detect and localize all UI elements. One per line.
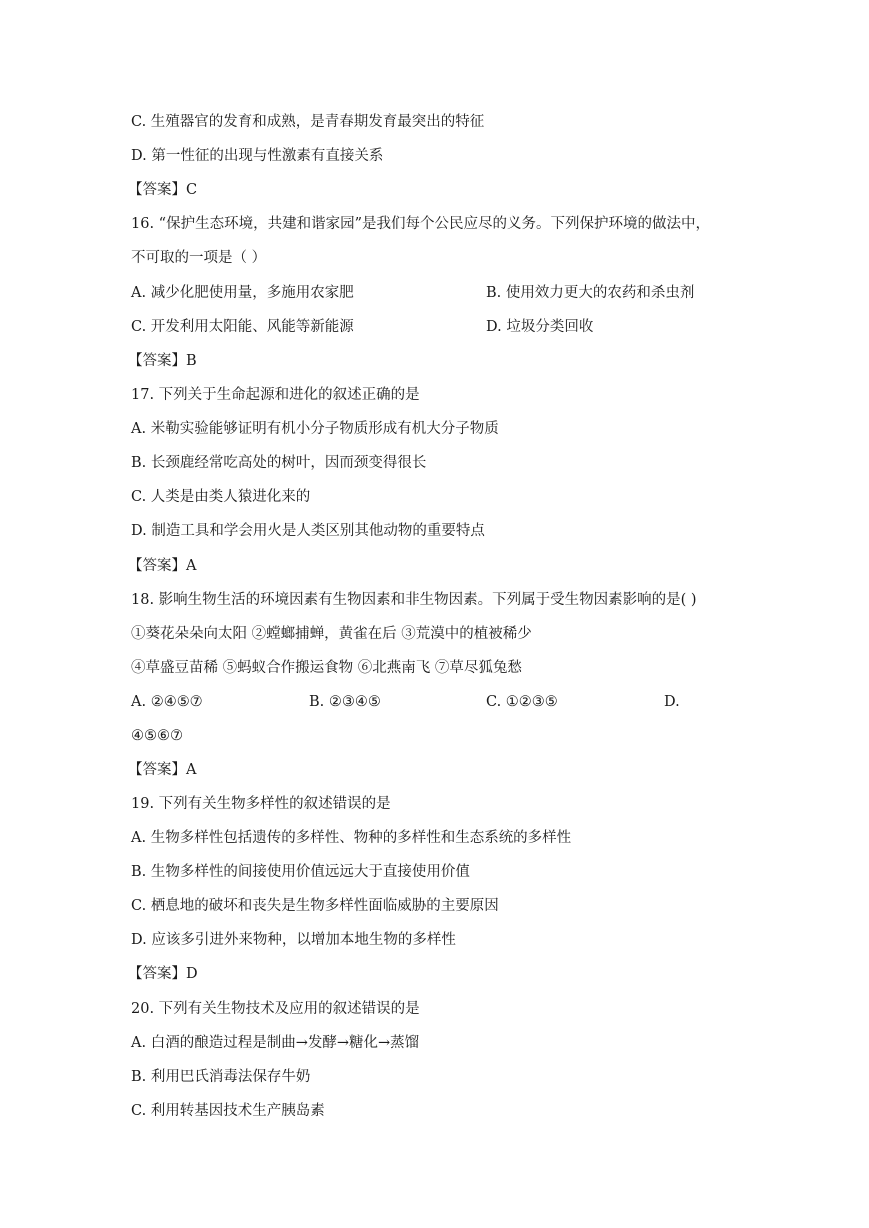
- q16-option-a: A. 减少化肥使用量，多施用农家肥: [131, 285, 354, 301]
- q16-option-d: D. 垃圾分类回收: [486, 319, 594, 335]
- q18-stem: 18. 影响生物生活的环境因素有生物因素和非生物因素。下列属于受生物因素影响的是( ): [131, 592, 697, 608]
- q17-option-c: C. 人类是由类人猿进化来的: [131, 489, 311, 505]
- q17-option-a: A. 米勒实验能够证明有机小分子物质形成有机大分子物质: [131, 421, 499, 437]
- q20-stem: 20. 下列有关生物技术及应用的叙述错误的是: [131, 1001, 420, 1017]
- q18-option-c: C. ①②③⑤: [486, 694, 558, 710]
- q18-option-a: A. ②④⑤⑦: [131, 694, 203, 710]
- q20-option-c: C. 利用转基因技术生产胰岛素: [131, 1103, 325, 1119]
- q19-answer: 【答案】D: [128, 966, 198, 982]
- q15-answer: 【答案】C: [128, 182, 198, 198]
- q18-option-d-value: ④⑤⑥⑦: [131, 728, 183, 744]
- q15-option-c: C. 生殖器官的发育和成熟，是青春期发育最突出的特征: [131, 114, 485, 130]
- q19-option-c: C. 栖息地的破坏和丧失是生物多样性面临威胁的主要原因: [131, 898, 499, 914]
- q18-option-b: B. ②③④⑤: [309, 694, 381, 710]
- q16-option-c: C. 开发利用太阳能、风能等新能源: [131, 319, 354, 335]
- q16-answer: 【答案】B: [128, 353, 197, 369]
- q18-option-d-label: D.: [664, 694, 680, 710]
- q18-answer: 【答案】A: [128, 762, 197, 778]
- q19-option-d: D. 应该多引进外来物种，以增加本地生物的多样性: [131, 932, 456, 948]
- q20-option-a: A. 白酒的酿造过程是制曲→发酵→糖化→蒸馏: [131, 1035, 420, 1051]
- q20-option-b: B. 利用巴氏消毒法保存牛奶: [131, 1069, 311, 1085]
- q17-answer: 【答案】A: [128, 558, 197, 574]
- q19-option-a: A. 生物多样性包括遗传的多样性、物种的多样性和生态系统的多样性: [131, 830, 572, 846]
- q17-option-d: D. 制造工具和学会用火是人类区别其他动物的重要特点: [131, 523, 485, 539]
- q16-option-b: B. 使用效力更大的农药和杀虫剂: [486, 285, 695, 301]
- q16-stem-line-1: 16. “保护生态环境，共建和谐家园”是我们每个公民应尽的义务。下列保护环境的做法中，: [131, 216, 710, 232]
- q15-option-d: D. 第一性征的出现与性激素有直接关系: [131, 148, 384, 164]
- q18-options-row: [131, 692, 751, 712]
- q19-stem: 19. 下列有关生物多样性的叙述错误的是: [131, 796, 391, 812]
- q17-stem: 17. 下列关于生命起源和进化的叙述正确的是: [131, 387, 420, 403]
- q18-items-line-1: ①葵花朵朵向太阳 ②螳螂捕蝉，黄雀在后 ③荒漠中的植被稀少: [131, 626, 532, 642]
- q19-option-b: B. 生物多样性的间接使用价值远远大于直接使用价值: [131, 864, 470, 880]
- q18-items-line-2: ④草盛豆苗稀 ⑤蚂蚁合作搬运食物 ⑥北燕南飞 ⑦草尽狐兔愁: [131, 660, 522, 676]
- q16-options-row-1: [131, 283, 751, 303]
- q16-stem-line-2: 不可取的一项是（ ）: [131, 250, 267, 266]
- q16-options-row-2: [131, 317, 751, 337]
- q17-option-b: B. 长颈鹿经常吃高处的树叶，因而颈变得很长: [131, 455, 427, 471]
